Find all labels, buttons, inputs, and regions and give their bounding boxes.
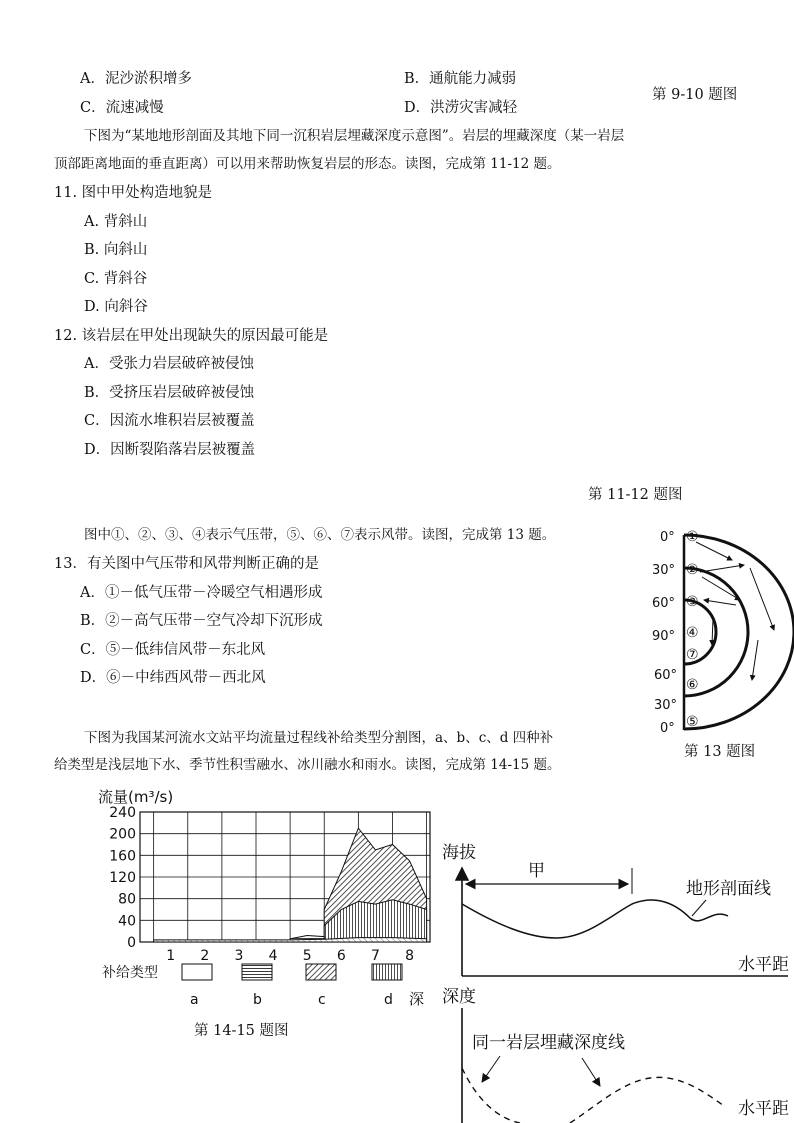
lat-label: 0° <box>660 530 675 545</box>
lat-label: 30° <box>652 563 676 578</box>
terrain-profile-line <box>462 900 728 938</box>
q13-stem: 13．有关图中气压带和风带判断正确的是 <box>54 556 319 572</box>
profile-curve-label: 地形剖面线 <box>686 879 771 899</box>
bottom-x-label: 水平距 <box>738 1099 789 1119</box>
q12-option-b: B．受挤压岩层破碎被侵蚀 <box>84 385 255 401</box>
legend-swatch-d <box>372 964 402 980</box>
fig13-outer-arc <box>684 535 794 729</box>
burial-depth-line <box>462 1068 724 1123</box>
q9-option-a: A．泥沙淤积增多 <box>80 71 192 87</box>
wind-arrow <box>696 542 732 560</box>
intro-11-12-line2: 顶部距离地面的垂直距离）可以用来帮助恢复岩层的形态。读图，完成第 11-12 题。 <box>54 156 561 172</box>
q12-option-d: D．因断裂陷落岩层被覆盖 <box>84 442 256 458</box>
lat-label: 60° <box>652 596 676 611</box>
belt-label-7: ⑦ <box>686 647 699 663</box>
x-tick-label: 6 <box>336 948 346 964</box>
intro-14-15-line1: 下图为我国某河流水文站平均流量过程线补给类型分割图，a、b、c、d 四种补 <box>84 730 554 746</box>
cut-char: 深 <box>409 990 425 1008</box>
depth-line-label: 同一岩层埋藏深度线 <box>472 1033 625 1053</box>
lat-label: 90° <box>652 629 676 644</box>
legend-label-a: a <box>190 992 199 1008</box>
y-tick-label: 160 <box>109 848 136 865</box>
fig-14-15-caption: 第 14-15 题图 <box>194 1023 289 1039</box>
q11-option-a: A. 背斜山 <box>84 214 148 230</box>
y-tick-label: 80 <box>118 891 136 908</box>
q13-option-d: D．⑥－中纬西风带－西北风 <box>80 670 266 686</box>
intro-14-15-line2: 给类型是浅层地下水、季节性积雪融水、冰川融水和雨水。读图，完成第 14-15 题。 <box>54 757 561 773</box>
intro-13: 图中①、②、③、④表示气压带，⑤、⑥、⑦表示风带。读图，完成第 13 题。 <box>84 527 556 543</box>
y-tick-label: 40 <box>118 913 136 930</box>
legend-swatch-a <box>182 964 212 980</box>
q12-option-a: A．受张力岩层破碎被侵蚀 <box>84 356 254 372</box>
belt-label-2: ② <box>686 562 699 578</box>
x-tick-label: 3 <box>234 948 244 964</box>
q13-option-c: C．⑤－低纬信风带－东北风 <box>80 642 266 658</box>
fig-9-10-caption: 第 9-10 题图 <box>652 87 738 103</box>
q11-option-c: C. 背斜谷 <box>84 271 148 287</box>
fig13-caption: 第 13 题图 <box>684 744 756 760</box>
legend-swatch-b <box>242 964 272 980</box>
top-y-label: 海拔 <box>442 843 476 863</box>
legend-swatch-c <box>306 964 336 980</box>
legend-label-b: b <box>253 992 262 1008</box>
depth-pointer-1 <box>482 1056 500 1082</box>
wind-arrow <box>712 618 713 645</box>
x-tick-label: 4 <box>268 948 278 964</box>
q9-option-d: D．洪涝灾害减轻 <box>404 100 518 116</box>
legend-label-c: c <box>318 992 326 1008</box>
x-tick-label: 2 <box>200 948 210 964</box>
belt-label-3: ③ <box>686 594 699 610</box>
lat-label: 0° <box>660 721 675 736</box>
y-tick-label: 240 <box>109 805 136 821</box>
x-tick-label: 1 <box>166 948 176 964</box>
q11-option-d: D. 向斜谷 <box>84 299 148 315</box>
q13-option-a: A．①－低气压带－冷暖空气相遇形成 <box>80 585 323 601</box>
belt-label-6: ⑥ <box>686 677 699 693</box>
q12-stem: 12. 该岩层在甲处出现缺失的原因最可能是 <box>54 328 329 344</box>
chart-ylabel: 流量(m³/s) <box>98 788 174 806</box>
fig13-diagram <box>640 520 794 770</box>
lat-label: 60° <box>654 668 678 683</box>
x-tick-label: 5 <box>302 948 312 964</box>
belt-label-1: ① <box>686 529 699 545</box>
q13-option-b: B．②－高气压带－空气冷却下沉形成 <box>80 613 323 629</box>
q9-option-c: C．流速减慢 <box>80 100 164 116</box>
wind-arrow <box>750 568 774 630</box>
top-x-label: 水平距 <box>738 955 789 975</box>
hydrograph-chart <box>96 784 436 1014</box>
legend-title: 补给类型 <box>102 965 158 981</box>
belt-label-4: ④ <box>686 625 699 641</box>
x-tick-label: 8 <box>405 948 414 964</box>
wind-arrow <box>704 600 736 605</box>
jia-label: 甲 <box>528 861 545 881</box>
q11-stem: 11. 图中甲处构造地貌是 <box>54 185 213 201</box>
fig-11-12-caption: 第 11-12 题图 <box>588 487 683 503</box>
depth-pointer-2 <box>582 1058 600 1086</box>
y-tick-label: 120 <box>109 870 136 886</box>
y-tick-label: 0 <box>127 935 136 951</box>
intro-11-12-line1: 下图为“某地地形剖面及其地下同一沉积岩层埋藏深度示意图”。岩层的埋藏深度（某一岩层 <box>84 128 625 144</box>
plot-area <box>109 805 430 964</box>
wind-arrow <box>700 565 744 572</box>
profile-pointer <box>692 900 706 916</box>
profile-diagram <box>436 836 794 1123</box>
y-tick-label: 200 <box>109 826 136 843</box>
bottom-y-label: 深度 <box>442 987 476 1007</box>
lat-label: 30° <box>654 698 678 713</box>
legend-label-d: d <box>384 992 393 1008</box>
x-tick-label: 7 <box>370 948 380 964</box>
q12-option-c: C．因流水堆积岩层被覆盖 <box>84 413 255 429</box>
q9-option-b: B．通航能力减弱 <box>404 71 517 87</box>
wind-arrow <box>752 640 758 680</box>
belt-label-5: ⑤ <box>686 714 699 730</box>
q11-option-b: B. 向斜山 <box>84 242 148 258</box>
